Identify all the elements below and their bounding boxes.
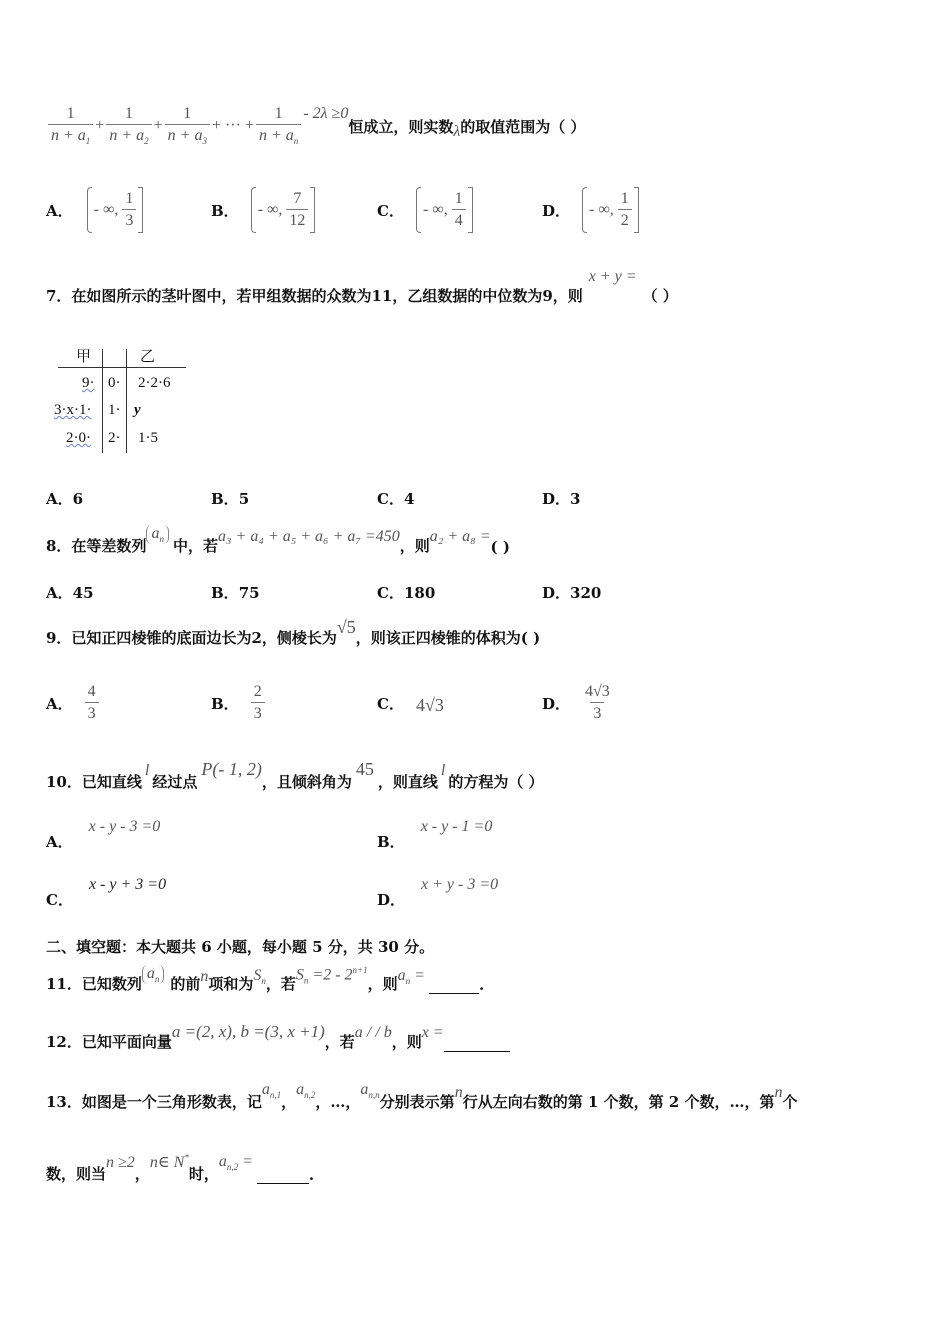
option-label: C． <box>377 201 404 220</box>
stem-header-line <box>58 367 186 368</box>
q7-math: x + y = <box>588 268 637 285</box>
q6-text: 恒成立，则实数 <box>348 117 454 136</box>
q10-option-d[interactable]: D． x + y - 3 =0 <box>377 876 499 909</box>
q10-option-c[interactable]: C． x - y + 3 =0 <box>46 876 167 909</box>
q10-l: l <box>144 762 150 779</box>
q10-l2: l <box>440 762 446 779</box>
stem-divider-1 <box>102 349 103 453</box>
q8-option-b[interactable]: B．75 <box>211 584 260 602</box>
stem-row-3-mid: 2· <box>108 430 121 446</box>
q13-a2: $a_{n,2}$ <box>296 1080 316 1100</box>
q11-cond: $S_n =2 - 2^{n+1}$ <box>295 965 368 986</box>
q12-text2: ，若 <box>324 1033 355 1051</box>
q8-option-c[interactable]: C．180 <box>377 584 436 602</box>
q9-text2: ，则该正四棱锥的体积为( ) <box>355 629 541 647</box>
q9-sqrt: √5 <box>336 617 356 637</box>
q9-option-d[interactable]: D． $\frac{4√3}{3}$ <box>542 683 610 722</box>
q10-line <box>46 756 544 792</box>
stem-row-2-right: y <box>134 402 141 418</box>
q9-option-b[interactable]: B． $\frac{2}{3}$ <box>211 678 267 728</box>
q12-text3: ，则 <box>391 1033 422 1051</box>
q6-line <box>46 100 586 152</box>
q11-n: n <box>200 968 209 985</box>
q11-text1: 11．已知数列 <box>46 975 142 993</box>
stem-row-3-right: 1·5 <box>138 430 158 446</box>
ellipsis: + ··· + <box>211 117 254 134</box>
q7-line <box>46 266 678 306</box>
section-heading: 二、填空题：本大题共 6 小题，每小题 5 分，共 30 分。 <box>46 938 435 956</box>
q12-par: a / / b <box>354 1024 392 1041</box>
q11-sn: $S_n$ <box>253 966 266 986</box>
stem-row-2-left: 3·x·1· <box>54 402 92 418</box>
q10-option-b[interactable]: B． x - y - 1 =0 <box>377 818 493 851</box>
q11-seq: $a_n$ <box>142 965 165 984</box>
q6-frac-2: $\frac{1}{n + a_2}$ <box>106 105 151 146</box>
plus-sign: + <box>95 117 105 134</box>
stem-header-right: 乙 <box>140 349 156 365</box>
stem-header-left: 甲 <box>76 349 92 365</box>
q6-option-b[interactable] <box>211 186 315 234</box>
q7-text: 7．在如图所示的茎叶图中，若甲组数据的众数为11，乙组数据的中位数为9，则 <box>46 287 583 305</box>
q11-line <box>46 958 484 994</box>
q6-frac-4: $\frac{1}{n + a_n}$ <box>256 105 301 146</box>
stem-row-1-mid: 0· <box>108 375 121 391</box>
stem-divider-2 <box>126 349 127 453</box>
q13-a1: $a_{n,1}$ <box>261 1080 282 1100</box>
q13-text4: 个 <box>782 1093 798 1111</box>
q6-option-a[interactable] <box>46 186 143 234</box>
q8-seq: $a_n$ <box>146 525 169 544</box>
q10-option-a[interactable]: A． x - y - 3 =0 <box>46 818 161 851</box>
q6-lambda: λ <box>453 123 461 140</box>
q10-text2: 经过点 <box>152 773 198 791</box>
q13-text3: 行从左向右数的第 1 个数，第 2 个数，…，第 <box>462 1093 775 1111</box>
q8-ask: a₂ + a₈ = <box>429 528 491 545</box>
q11-answer-blank[interactable] <box>429 979 479 994</box>
stem-leaf-plot <box>50 345 200 455</box>
q7-option-d[interactable]: D．3 <box>542 490 581 508</box>
q6-option-d[interactable] <box>542 186 639 234</box>
q12-vec: a =(2, x), b =(3, x +1) <box>171 1022 325 1041</box>
option-label: D． <box>542 201 571 220</box>
interval: - ∞, $\frac{7}{12}$ <box>251 187 316 233</box>
q10-text1: 10．已知直线 <box>46 773 142 791</box>
q13-ask: $a_{n,2}$ = <box>218 1152 253 1172</box>
q11-text5: ，则 <box>367 975 398 993</box>
q8-text1: 8．在等差数列 <box>46 537 147 555</box>
q8-option-d[interactable]: D．320 <box>542 584 602 602</box>
q7-paren: （ ） <box>642 287 678 305</box>
q7-option-b[interactable]: B．5 <box>211 490 250 508</box>
stem-row-1-right: 2·2·6 <box>138 375 171 391</box>
q9-line <box>46 612 540 648</box>
q11-text2: 的前 <box>170 975 201 993</box>
q13-text1: 13．如图是一个三角形数表，记 <box>46 1093 262 1111</box>
q8-cond: a₃ + a₄ + a₅ + a₆ + a₇ =450 <box>217 528 400 545</box>
q6-option-c[interactable] <box>377 186 473 234</box>
q10-text4: ，则直线 <box>377 773 438 791</box>
q6-tail: - 2λ ≥0 <box>303 105 349 122</box>
stem-row-3-left: 2·0· <box>66 430 91 446</box>
interval: - ∞, $\frac{1}{4}$ <box>416 187 473 233</box>
q13-line2: 数，则当 n ≥2 ， n∈ N* 时， $a_{n,2}$ = . <box>46 1152 315 1184</box>
q11-ask: $a_n$ = <box>397 966 425 986</box>
stem-row-2-mid: 1· <box>108 402 121 418</box>
q13-cond1: n ≥2 <box>106 1154 135 1171</box>
plus-sign: + <box>153 117 163 134</box>
q13-line1: 13．如图是一个三角形数表，记 $a_{n,1}$ ， $a_{n,2}$ ，…， $a_{n,n}$ 分别表示第 n 行从左向右数的第 1 个数，第 2 个数，…，第 n 个 <box>46 1080 798 1111</box>
q12-answer-blank[interactable] <box>444 1037 510 1052</box>
q8-option-a[interactable]: A．45 <box>46 584 94 602</box>
interval: - ∞, $\frac{1}{3}$ <box>87 187 144 233</box>
interval: - ∞, $\frac{1}{2}$ <box>582 187 639 233</box>
option-label: A． <box>46 201 73 220</box>
q9-option-a[interactable]: A． $\frac{4}{3}$ <box>46 678 101 728</box>
q7-option-a[interactable]: A．6 <box>46 490 84 508</box>
stem-row-1-left: 9· <box>82 375 95 391</box>
q13-cond2: n∈ N* <box>149 1152 189 1171</box>
q10-text3: ，且倾斜角为 <box>261 773 352 791</box>
q8-paren: ( ) <box>490 538 510 556</box>
q13-answer-blank[interactable] <box>257 1169 309 1184</box>
q12-line <box>46 1016 510 1052</box>
option-label: B． <box>211 201 239 220</box>
q13-an: $a_{n,n}$ <box>360 1080 380 1100</box>
q10-angle: 45 <box>355 759 374 779</box>
q11-text4: ，若 <box>265 975 296 993</box>
q8-text2: 中，若 <box>172 537 218 555</box>
q9-text1: 9．已知正四棱锥的底面边长为2，侧棱长为 <box>46 629 337 647</box>
q6-frac-3: $\frac{1}{n + a_3}$ <box>165 105 210 146</box>
q6-frac-1: $\frac{1}{n + a_1}$ <box>48 105 93 146</box>
q10-text5: 的方程为（ ） <box>448 773 544 791</box>
q6-text2: 的取值范围为（ ） <box>460 117 586 136</box>
q8-text3: ，则 <box>399 537 430 555</box>
q13-text2: 分别表示第 <box>379 1093 455 1111</box>
q11-text3: 项和为 <box>208 975 254 993</box>
q12-ask: x = <box>421 1024 444 1041</box>
q9-option-c[interactable]: C． 4√3 <box>377 694 444 715</box>
q8-line <box>46 516 510 556</box>
q12-text1: 12．已知平面向量 <box>46 1033 172 1051</box>
q10-point: P(- 1, 2) <box>201 759 262 779</box>
q11-end: . <box>478 976 485 994</box>
q7-option-c[interactable]: C．4 <box>377 490 415 508</box>
